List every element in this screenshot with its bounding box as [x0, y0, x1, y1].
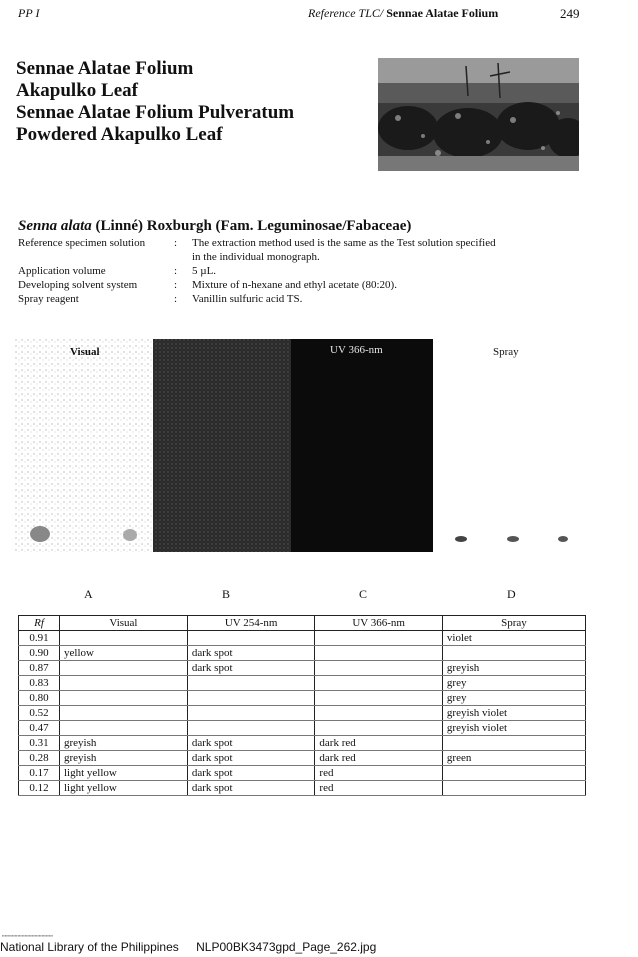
header-uv254: UV 254-nm — [187, 616, 315, 631]
tlc-uv366-plate — [291, 339, 433, 552]
rf-value: 0.52 — [19, 706, 60, 721]
uv254-cell: dark spot — [187, 646, 315, 661]
plant-photo — [378, 58, 579, 171]
table-row — [19, 661, 586, 676]
spray-cell: greyish — [442, 661, 585, 676]
species-heading — [18, 218, 411, 235]
species-name: Senna alata — [18, 218, 92, 234]
uv366-cell — [315, 646, 443, 661]
info-row — [18, 264, 562, 278]
uv366-cell — [315, 691, 443, 706]
info-value: 5 µL. — [192, 265, 217, 277]
header-spray: Spray — [442, 616, 585, 631]
info-value: Mixture of n-hexane and ethyl acetate (80:20). — [192, 279, 397, 291]
rf-value: 0.31 — [19, 736, 60, 751]
spray-cell: violet — [442, 631, 585, 646]
info-colon: : — [174, 237, 178, 249]
monograph-titles — [16, 58, 294, 146]
visual-cell — [60, 676, 188, 691]
tlc-spray-spot — [455, 536, 467, 542]
info-row — [18, 278, 562, 292]
uv254-cell — [187, 706, 315, 721]
header-rf: Rf — [19, 616, 60, 631]
table-row — [19, 631, 586, 646]
title-line: Sennae Alatae Folium Pulveratum — [16, 102, 295, 123]
uv254-cell — [187, 691, 315, 706]
tlc-uv254-plate — [153, 339, 291, 552]
info-row — [18, 236, 562, 250]
header-uv366: UV 366-nm — [315, 616, 443, 631]
uv366-cell — [315, 661, 443, 676]
info-value: Vanillin sulfuric acid TS. — [192, 293, 303, 305]
uv254-cell: dark spot — [187, 736, 315, 751]
tlc-visual-plate — [15, 339, 153, 552]
info-label: Reference specimen solution — [18, 237, 146, 249]
table-row — [19, 721, 586, 736]
species-authority: (Linné) Roxburgh (Fam. Leguminosae/Fabaceae) — [95, 218, 412, 234]
tlc-label-visual: Visual — [70, 346, 100, 358]
table-row — [19, 736, 586, 751]
running-head — [308, 6, 498, 21]
visual-cell — [60, 691, 188, 706]
table-row — [19, 691, 586, 706]
title-line: Powdered Akapulko Leaf — [16, 124, 223, 145]
visual-cell: light yellow — [60, 766, 188, 781]
uv366-cell — [315, 706, 443, 721]
rf-value: 0.12 — [19, 781, 60, 796]
info-label: Application volume — [18, 265, 106, 277]
rf-value: 0.83 — [19, 676, 60, 691]
footer-library: National Library of the Philippines — [0, 940, 179, 954]
tlc-conditions — [18, 236, 562, 306]
info-row — [18, 292, 562, 306]
info-label: Spray reagent — [18, 293, 79, 305]
visual-cell — [60, 661, 188, 676]
spray-cell — [442, 781, 585, 796]
uv254-cell: dark spot — [187, 661, 315, 676]
rf-value: 0.87 — [19, 661, 60, 676]
uv366-cell: red — [315, 781, 443, 796]
plant-photo-graphic — [378, 58, 579, 171]
visual-cell: greyish — [60, 736, 188, 751]
tlc-plate-graphic — [15, 339, 603, 552]
info-value: in the individual monograph. — [192, 251, 320, 263]
title-line: Akapulko Leaf — [16, 80, 138, 101]
column-letter-d: D — [507, 587, 516, 601]
table-row — [19, 676, 586, 691]
uv366-cell: dark red — [315, 751, 443, 766]
column-letter-b: B — [222, 587, 231, 601]
uv366-cell — [315, 676, 443, 691]
tlc-spray-plate — [433, 339, 603, 552]
visual-cell: greyish — [60, 751, 188, 766]
rf-value: 0.28 — [19, 751, 60, 766]
uv254-cell: dark spot — [187, 766, 315, 781]
tlc-spray-spot — [507, 536, 519, 542]
uv366-cell — [315, 721, 443, 736]
info-label — [18, 250, 174, 264]
table-row — [19, 706, 586, 721]
scan-footer — [0, 940, 390, 954]
info-label: Developing solvent system — [18, 279, 138, 291]
column-letter-c: C — [359, 587, 368, 601]
tlc-spray-spot — [558, 536, 568, 542]
visual-cell: light yellow — [60, 781, 188, 796]
spray-cell — [442, 646, 585, 661]
uv366-cell: dark red — [315, 736, 443, 751]
column-letter-a: A — [84, 587, 93, 601]
rf-value: 0.80 — [19, 691, 60, 706]
tlc-label-uv366: UV 366-nm — [330, 344, 383, 356]
rf-value: 0.47 — [19, 721, 60, 736]
info-row — [18, 250, 562, 264]
visual-cell — [60, 706, 188, 721]
running-head-reference: Reference TLC — [308, 6, 380, 20]
table-row — [19, 781, 586, 796]
page-number: 249 — [560, 6, 580, 21]
info-colon: : — [174, 293, 178, 305]
table-header-row — [19, 616, 586, 631]
title-line: Sennae Alatae Folium — [16, 58, 194, 79]
rf-value: 0.17 — [19, 766, 60, 781]
table-row — [19, 751, 586, 766]
header-visual: Visual — [60, 616, 188, 631]
visual-cell — [60, 631, 188, 646]
spray-cell — [442, 766, 585, 781]
spray-cell — [442, 736, 585, 751]
scan-smallprint: ▪▪▪▪▪▪▪▪▪▪▪▪▪▪▪▪▪▪▪▪▪▪▪▪▪▪▪▪▪▪▪▪▪▪▪▪ — [2, 933, 54, 938]
info-colon: : — [174, 279, 178, 291]
table-row — [19, 646, 586, 661]
visual-cell: yellow — [60, 646, 188, 661]
spray-cell: greyish violet — [442, 721, 585, 736]
info-value: The extraction method used is the same as the Test solution specified — [192, 237, 496, 249]
running-head-left: PP I — [18, 6, 40, 20]
footer-filename: NLP00BK3473gpd_Page_262.jpg — [196, 940, 377, 954]
uv254-cell: dark spot — [187, 781, 315, 796]
tlc-visual-spot — [30, 526, 50, 542]
spray-cell: grey — [442, 691, 585, 706]
running-head-title: Sennae Alatae Folium — [386, 6, 499, 20]
uv366-cell — [315, 631, 443, 646]
table-row — [19, 766, 586, 781]
tlc-label-spray: Spray — [493, 346, 519, 358]
visual-cell — [60, 721, 188, 736]
uv254-cell — [187, 721, 315, 736]
rf-value: 0.91 — [19, 631, 60, 646]
tlc-visual-spot — [123, 529, 137, 541]
uv254-cell — [187, 676, 315, 691]
spray-cell: grey — [442, 676, 585, 691]
info-colon: : — [174, 265, 178, 277]
spray-cell: green — [442, 751, 585, 766]
uv366-cell: red — [315, 766, 443, 781]
running-head-separator: / — [379, 6, 384, 20]
spray-cell: greyish violet — [442, 706, 585, 721]
tlc-plate-panel — [15, 339, 603, 552]
uv254-cell — [187, 631, 315, 646]
rf-table — [18, 615, 586, 796]
uv254-cell: dark spot — [187, 751, 315, 766]
rf-value: 0.90 — [19, 646, 60, 661]
